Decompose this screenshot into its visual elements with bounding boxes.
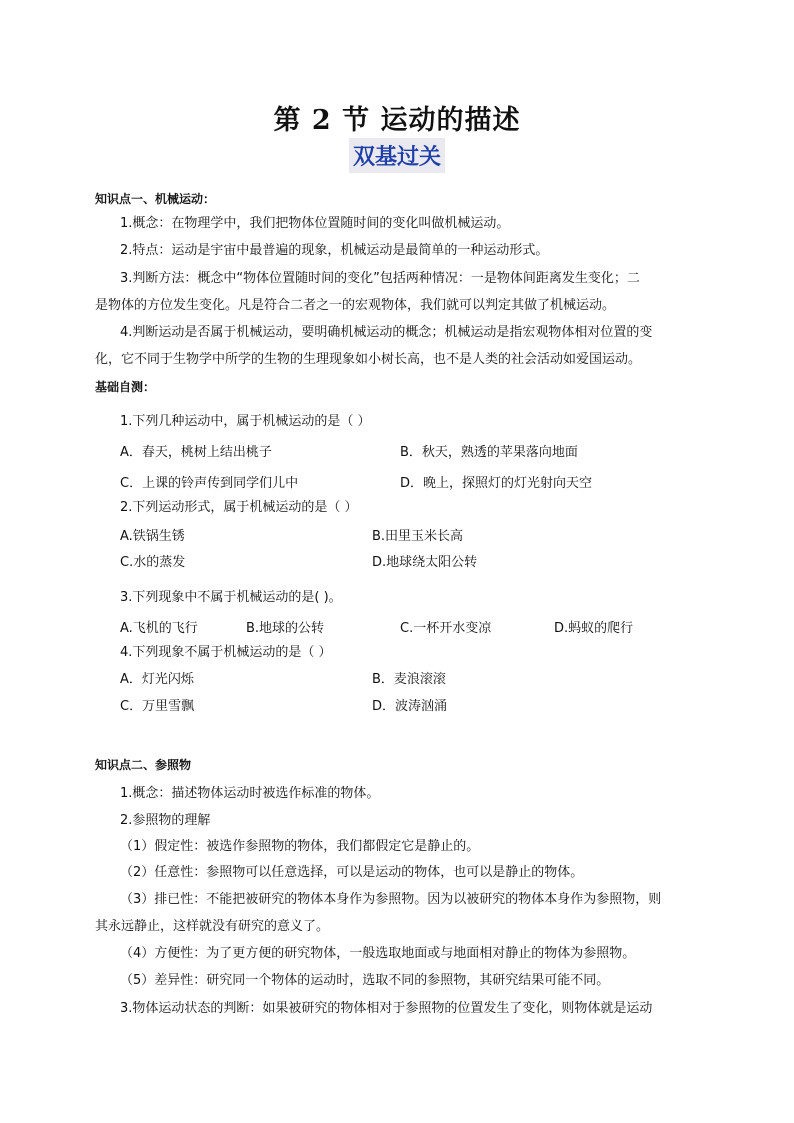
question-2-option-d: D.地球绕太阳公转	[372, 555, 478, 570]
question-4-option-d: D．波涛汹涌	[372, 699, 448, 714]
section2-item-4: （4）方便性：为了更方便的研究物体，一般选取地面或与地面相对静止的物体为参照物。	[120, 946, 636, 961]
question-4-option-b: B．麦浪滚滚	[372, 672, 446, 687]
section1-paragraph-3-line-1: 3.判断方法：概念中“物体位置随时间的变化”包括两种情况：一是物体间距离发生变化；二	[120, 271, 640, 286]
question-3-option-b: B.地球的公转	[246, 621, 325, 636]
section1-paragraph-2: 2.特点：运动是宇宙中最普遍的现象，机械运动是最简单的一种运动形式。	[120, 243, 549, 258]
question-2-stem: 2.下列运动形式，属于机械运动的是（ ）	[120, 500, 358, 515]
section2-item-1: （1）假定性：被选作参照物的物体，我们都假定它是静止的。	[120, 839, 480, 854]
question-4-stem: 4.下列现象不属于机械运动的是（ ）	[120, 645, 332, 660]
question-3-stem: 3.下列现象中不属于机械运动的是( )。	[120, 590, 342, 605]
section1-paragraph-1: 1.概念：在物理学中，我们把物体位置随时间的变化叫做机械运动。	[120, 216, 510, 231]
question-3-option-d: D.蚂蚁的爬行	[554, 621, 634, 636]
question-4-option-a: A．灯光闪烁	[120, 672, 194, 687]
question-3-option-c: C.一杯开水变凉	[400, 621, 492, 636]
section2-paragraph-1: 1.概念：描述物体运动时被选作标准的物体。	[120, 786, 380, 801]
question-2-option-b: B.田里玉米长高	[372, 529, 464, 544]
section2-item-3-line-2: 其永远静止，这样就没有研究的意义了。	[95, 919, 330, 934]
section2-item-5: （5）差异性：研究同一个物体的运动时，选取不同的参照物，其研究结果可能不同。	[120, 973, 610, 988]
question-1-option-d: D．晚上，探照灯的灯光射向天空	[400, 476, 593, 491]
section1-paragraph-4-line-2: 化，它不同于生物学中所学的生物的生理现象如小树长高，也不是人类的社会活动如爱国运动。	[95, 352, 642, 367]
question-1-stem: 1.下列几种运动中，属于机械运动的是（ ）	[120, 414, 371, 429]
page-title: 第 2 节 运动的描述	[273, 105, 521, 136]
section2-paragraph-3: 3.物体运动状态的判断：如果被研究的物体相对于参照物的位置发生了变化，则物体就是运动	[120, 1001, 653, 1016]
question-1-option-c: C．上课的铃声传到同学们儿中	[120, 476, 299, 491]
selftest-heading: 基础自测：	[95, 380, 156, 394]
question-1-option-b: B．秋天，熟透的苹果落向地面	[400, 445, 578, 460]
question-3-option-a: A.飞机的飞行	[120, 621, 198, 636]
section2-item-2: （2）任意性：参照物可以任意选择，可以是运动的物体，也可以是静止的物体。	[120, 865, 584, 880]
question-4-option-c: C．万里雪飘	[120, 699, 195, 714]
section2-paragraph-2: 2.参照物的理解	[120, 813, 211, 828]
question-2-option-a: A.铁锅生锈	[120, 529, 185, 544]
section1-paragraph-4-line-1: 4.判断运动是否属于机械运动，要明确机械运动的概念；机械运动是指宏观物体相对位置的变	[120, 325, 653, 340]
section-subtitle: 双基过关	[349, 138, 445, 173]
section1-paragraph-3-line-2: 是物体的方位发生变化。凡是符合二者之一的宏观物体，我们就可以判定其做了机械运动。	[95, 298, 616, 313]
section1-heading: 知识点一、机械运动：	[95, 192, 216, 206]
subtitle-wrap	[0, 138, 794, 173]
question-2-option-c: C.水的蒸发	[120, 555, 186, 570]
section2-heading: 知识点二、参照物	[95, 758, 192, 772]
question-1-option-a: A．春天，桃树上结出桃子	[120, 445, 272, 460]
section2-item-3-line-1: （3）排已性：不能把被研究的物体本身作为参照物。因为以被研究的物体本身作为参照物，则	[120, 892, 662, 907]
